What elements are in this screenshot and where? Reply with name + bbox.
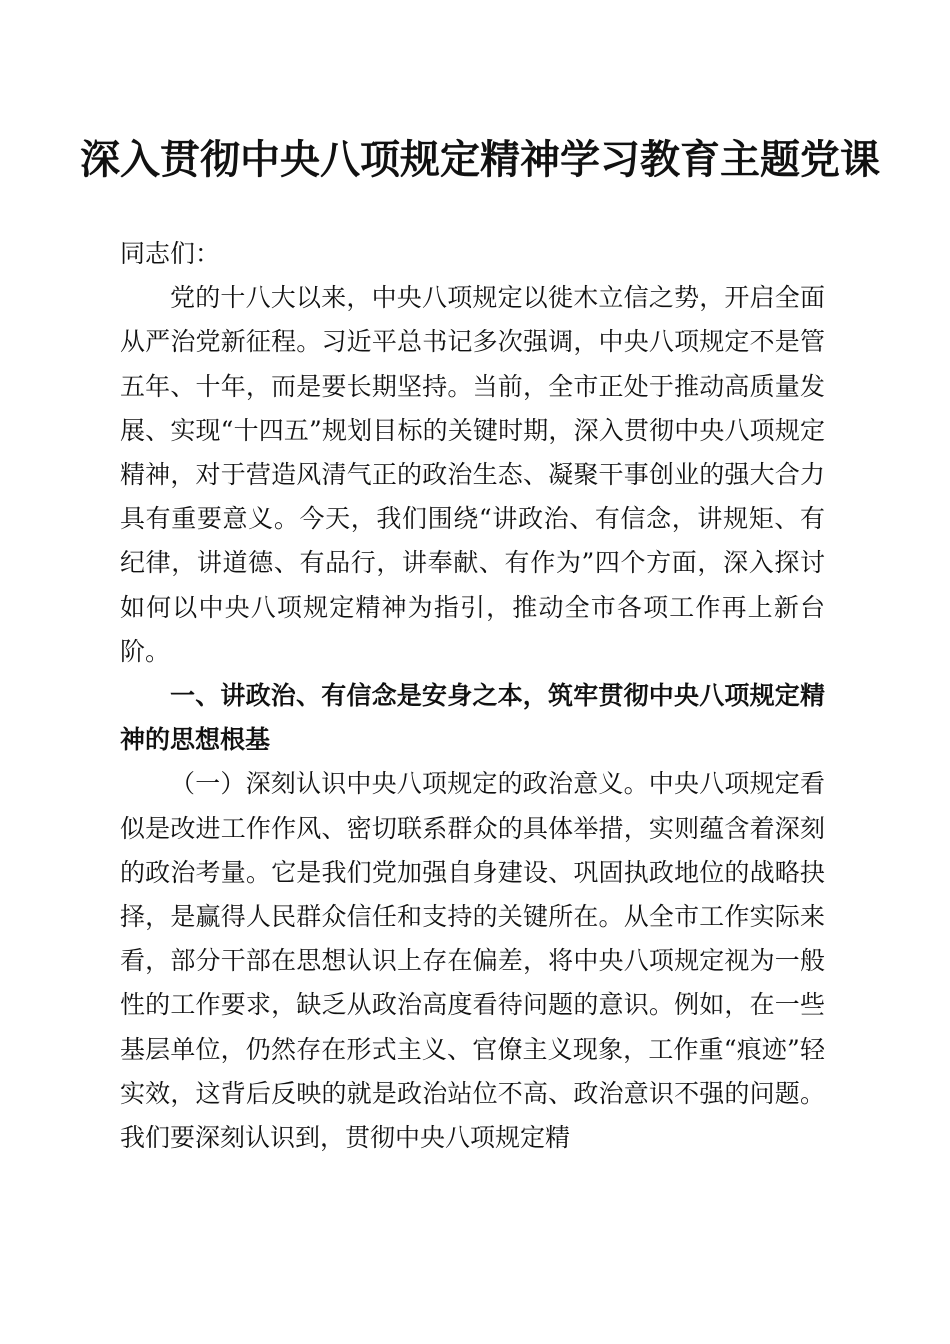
intro-paragraph: 党的十八大以来，中央八项规定以徙木立信之势，开启全面从严治党新征程。习近平总书记多次强调，中央八项规定不是管五年、十年，而是要长期坚持。当前，全市正处于推动高质量发展、实现“十四五”规划目标的关键时期，深入贯彻中央八项规定精神，对于营造风清气正的政治生态、凝聚干事创业的强大合力具有重要意义。今天，我们围绕“讲政治、有信念，讲规矩、有纪律，讲道德、有品行，讲奉献、有作为”四个方面，深入探讨如何以中央八项规定精神为指引，推动全市各项工作再上新台阶。: [120, 283, 825, 666]
document-body: [120, 232, 825, 1160]
section-heading-1: 一、讲政治、有信念是安身之本，筑牢贯彻中央八项规定精神的思想根基: [120, 681, 825, 755]
document-title: 深入贯彻中央八项规定精神学习教育主题党课: [80, 136, 880, 183]
greeting: 同志们：: [120, 239, 221, 268]
subsection-paragraph-1: （一）深刻认识中央八项规定的政治意义。中央八项规定看似是改进工作作风、密切联系群众的具体举措，实则蕴含着深刻的政治考量。它是我们党加强自身建设、巩固执政地位的战略抉择，是赢得人民群众信任和支持的关键所在。从全市工作实际来看，部分干部在思想认识上存在偏差，将中央八项规定视为一般性的工作要求，缺乏从政治高度看待问题的意识。例如，在一些基层单位，仍然存在形式主义、官僚主义现象，工作重“痕迹”轻实效，这背后反映的就是政治站位不高、政治意识不强的问题。我们要深刻认识到，贯彻中央八项规定精: [120, 769, 825, 1153]
